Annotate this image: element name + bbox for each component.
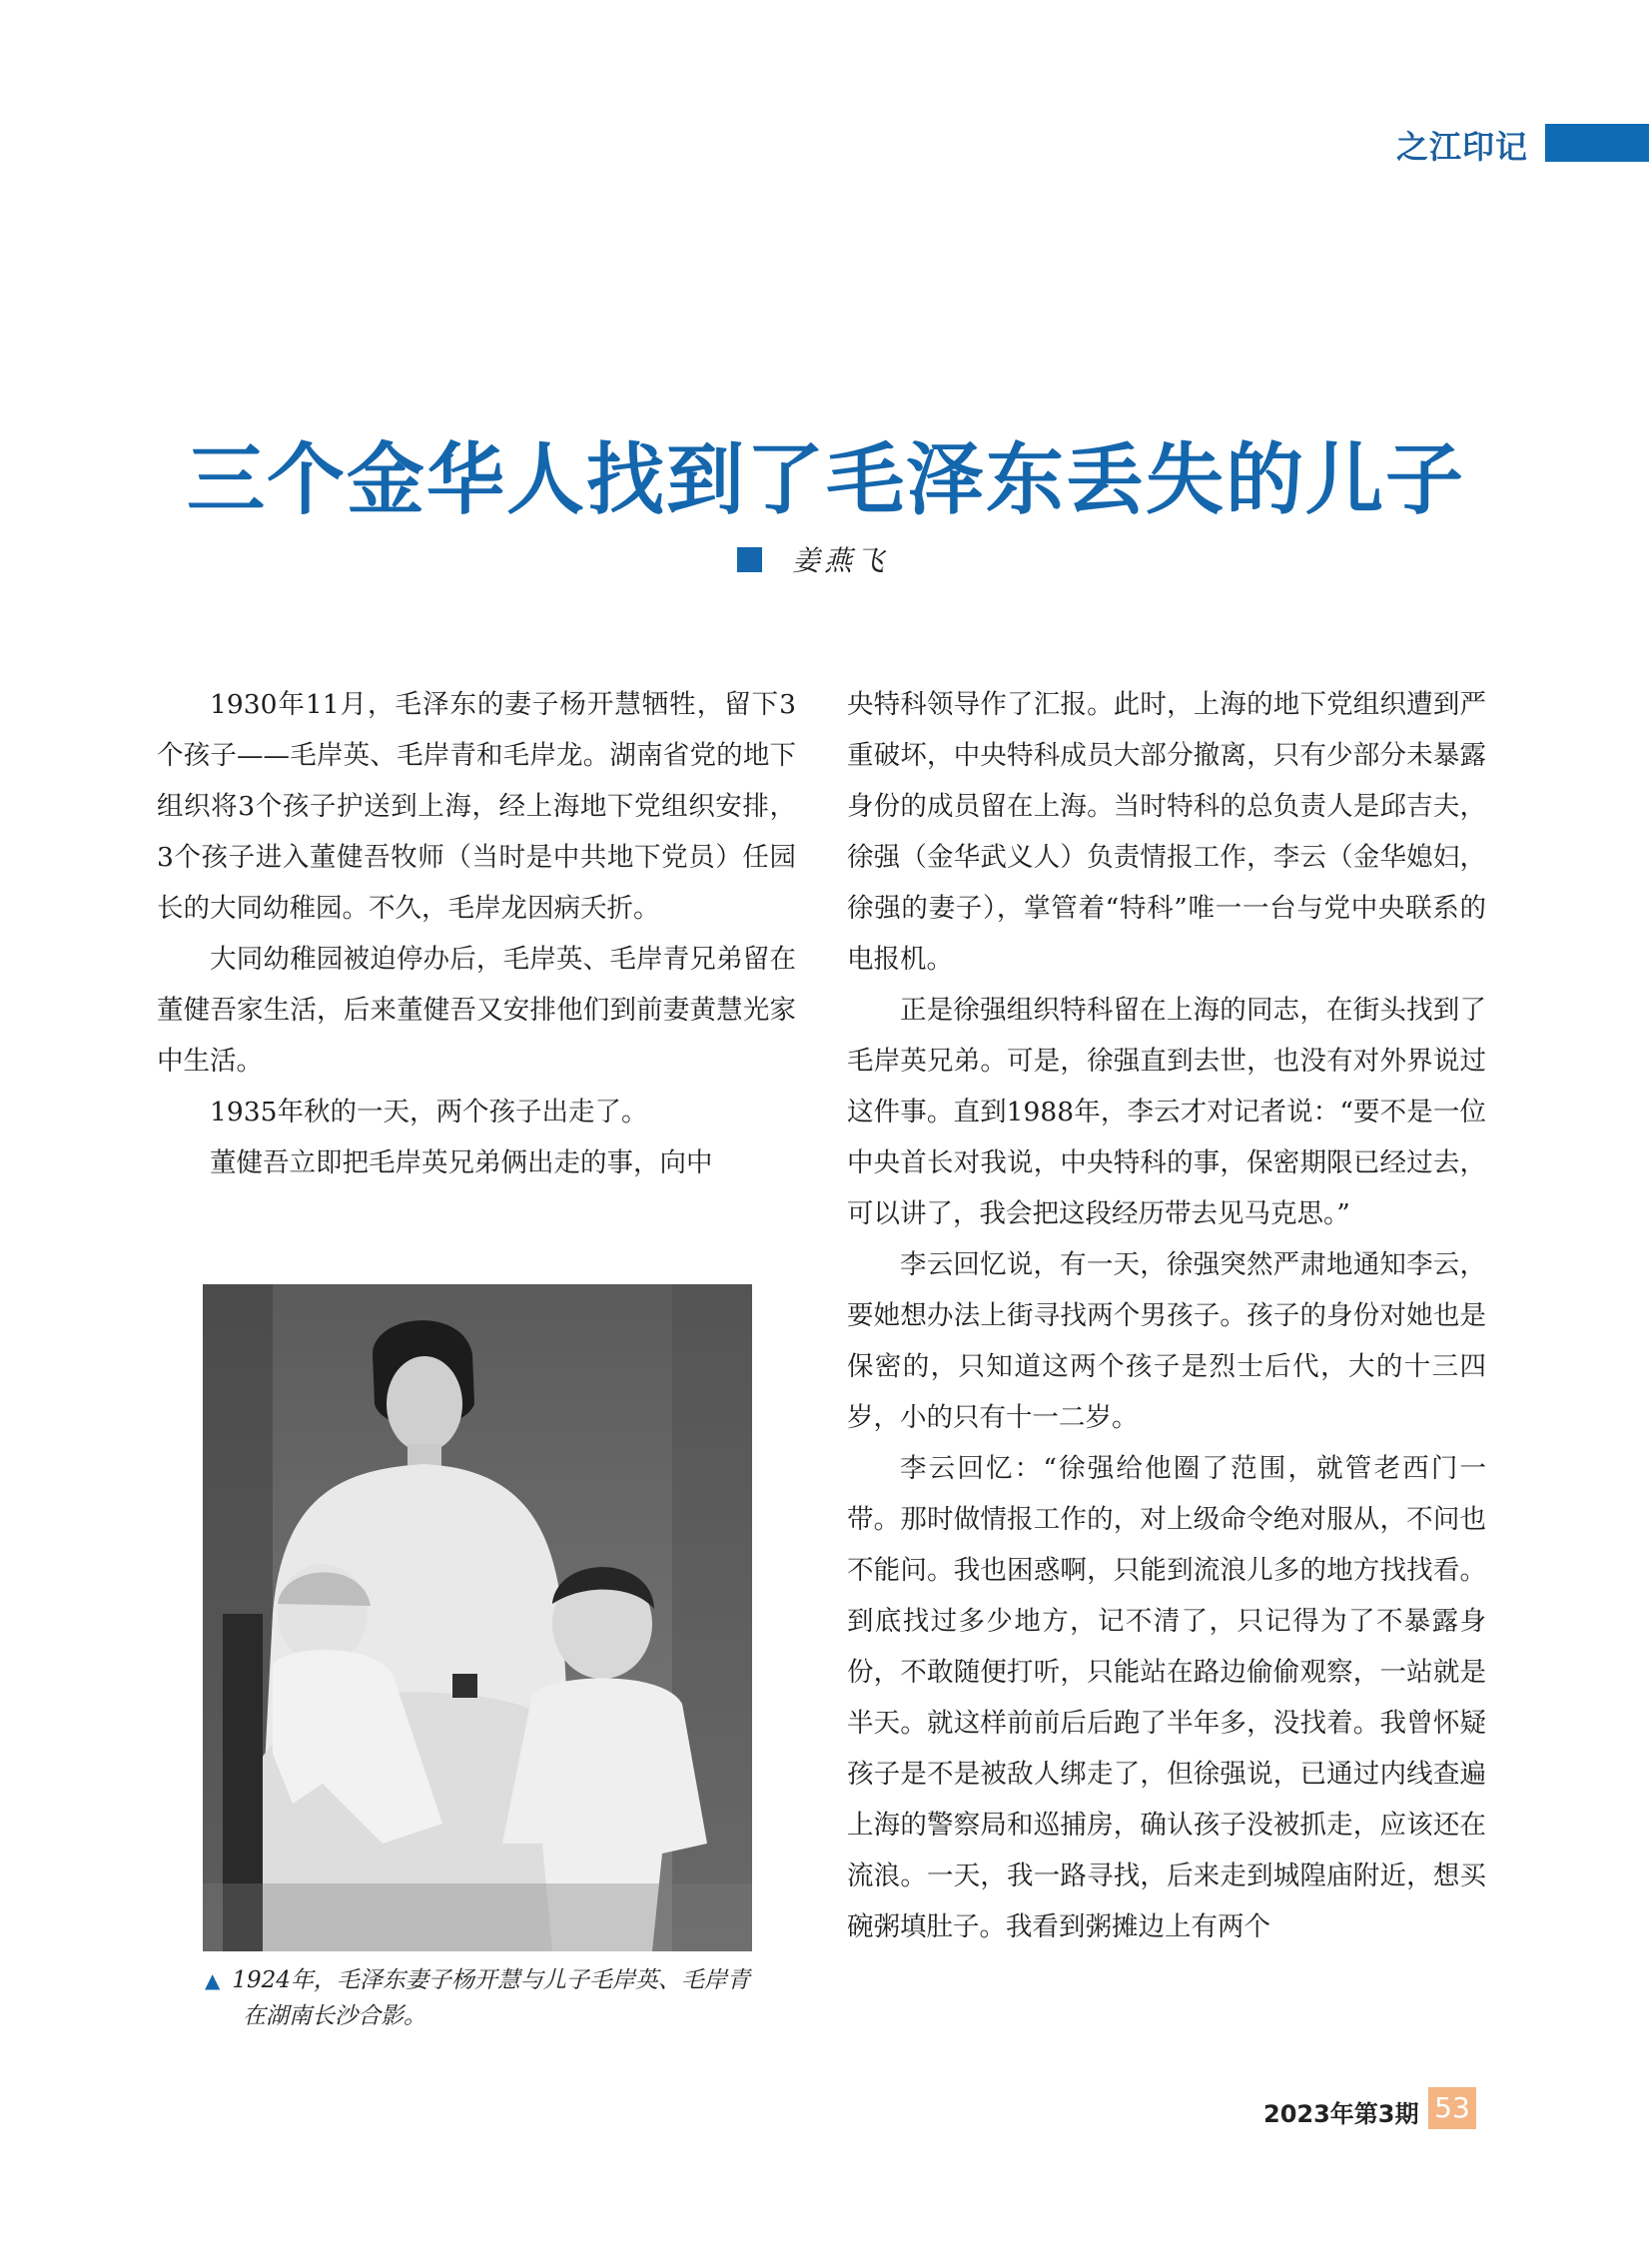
photo-caption	[205, 1962, 774, 2034]
left-column	[157, 679, 796, 1188]
paragraph: 正是徐强组织特科留在上海的同志，在街头找到了毛岸英兄弟。可是，徐强直到去世，也没有对外界说过这件事。直到1988年，李云才对记者说：“要不是一位中央首长对我说，中央特科的事，保密期限已经过去，可以讲了，我会把这段经历带去见马克思。”	[847, 995, 1486, 1229]
author-name: 姜燕飞	[792, 544, 889, 577]
issue-label: 2023年第3期	[1263, 2100, 1419, 2128]
byline-square	[737, 547, 762, 572]
article-title: 三个金华人找到了毛泽东丢失的儿子	[186, 434, 1465, 525]
historical-photo	[203, 1284, 752, 1951]
paragraph: 1930年11月，毛泽东的妻子杨开慧牺牲，留下3个孩子——毛岸英、毛岸青和毛岸龙。湖南省党的地下组织将3个孩子护送到上海，经上海地下党组织安排，3个孩子进入董健吾牧师（当时是中共地下党员）任园长的大同幼稚园。不久，毛岸龙因病夭折。	[157, 689, 796, 924]
paragraph: 央特科领导作了汇报。此时，上海的地下党组织遭到严重破坏，中央特科成员大部分撤离，只有少部分未暴露身份的成员留在上海。当时特科的总负责人是邱吉夫，徐强（金华武义人）负责情报工作，李云（金华媳妇，徐强的妻子），掌管着“特科”唯一一台与党中央联系的电报机。	[847, 689, 1486, 975]
paragraph: 李云回忆说，有一天，徐强突然严肃地通知李云，要她想办法上街寻找两个男孩子。孩子的身份对她也是保密的，只知道这两个孩子是烈士后代，大的十三四岁，小的只有十一二岁。	[847, 1249, 1486, 1433]
paragraph: 董健吾立即把毛岸英兄弟俩出走的事，向中	[210, 1147, 713, 1178]
caption-line-1: 1924年，毛泽东妻子杨开慧与儿子毛岸英、毛岸青	[232, 1967, 750, 1993]
paragraph: 李云回忆：“徐强给他圈了范围，就管老西门一带。那时做情报工作的，对上级命令绝对服从，不问也不能问。我也困惑啊，只能到流浪儿多的地方找找看。到底找过多少地方，记不清了，只记得为了不暴露身份，不敢随便打听，只能站在路边偷偷观察，一站就是半天。就这样前前后后跑了半年多，没找着。我曾怀疑孩子是不是被敌人绑走了，但徐强说，已通过内线查遍上海的警察局和巡捕房，确认孩子没被抓走，应该还在流浪。一天，我一路寻找，后来走到城隍庙附近，想买碗粥填肚子。我看到粥摊边上有两个	[847, 1453, 1486, 1942]
byline	[737, 539, 888, 579]
section-bar	[1545, 124, 1649, 162]
triangle-marker-icon: ▲	[205, 1968, 221, 1992]
page-number: 53	[1428, 2087, 1476, 2129]
paragraph: 1935年秋的一天，两个孩子出走了。	[210, 1097, 648, 1127]
caption-line-2: 在湖南长沙合影。	[243, 2003, 426, 2029]
photo-illustration	[203, 1284, 752, 1951]
paragraph: 大同幼稚园被迫停办后，毛岸英、毛岸青兄弟留在董健吾家生活，后来董健吾又安排他们到前妻黄慧光家中生活。	[157, 944, 796, 1077]
section-tag: 之江印记	[1395, 128, 1528, 166]
right-column	[847, 679, 1486, 1952]
